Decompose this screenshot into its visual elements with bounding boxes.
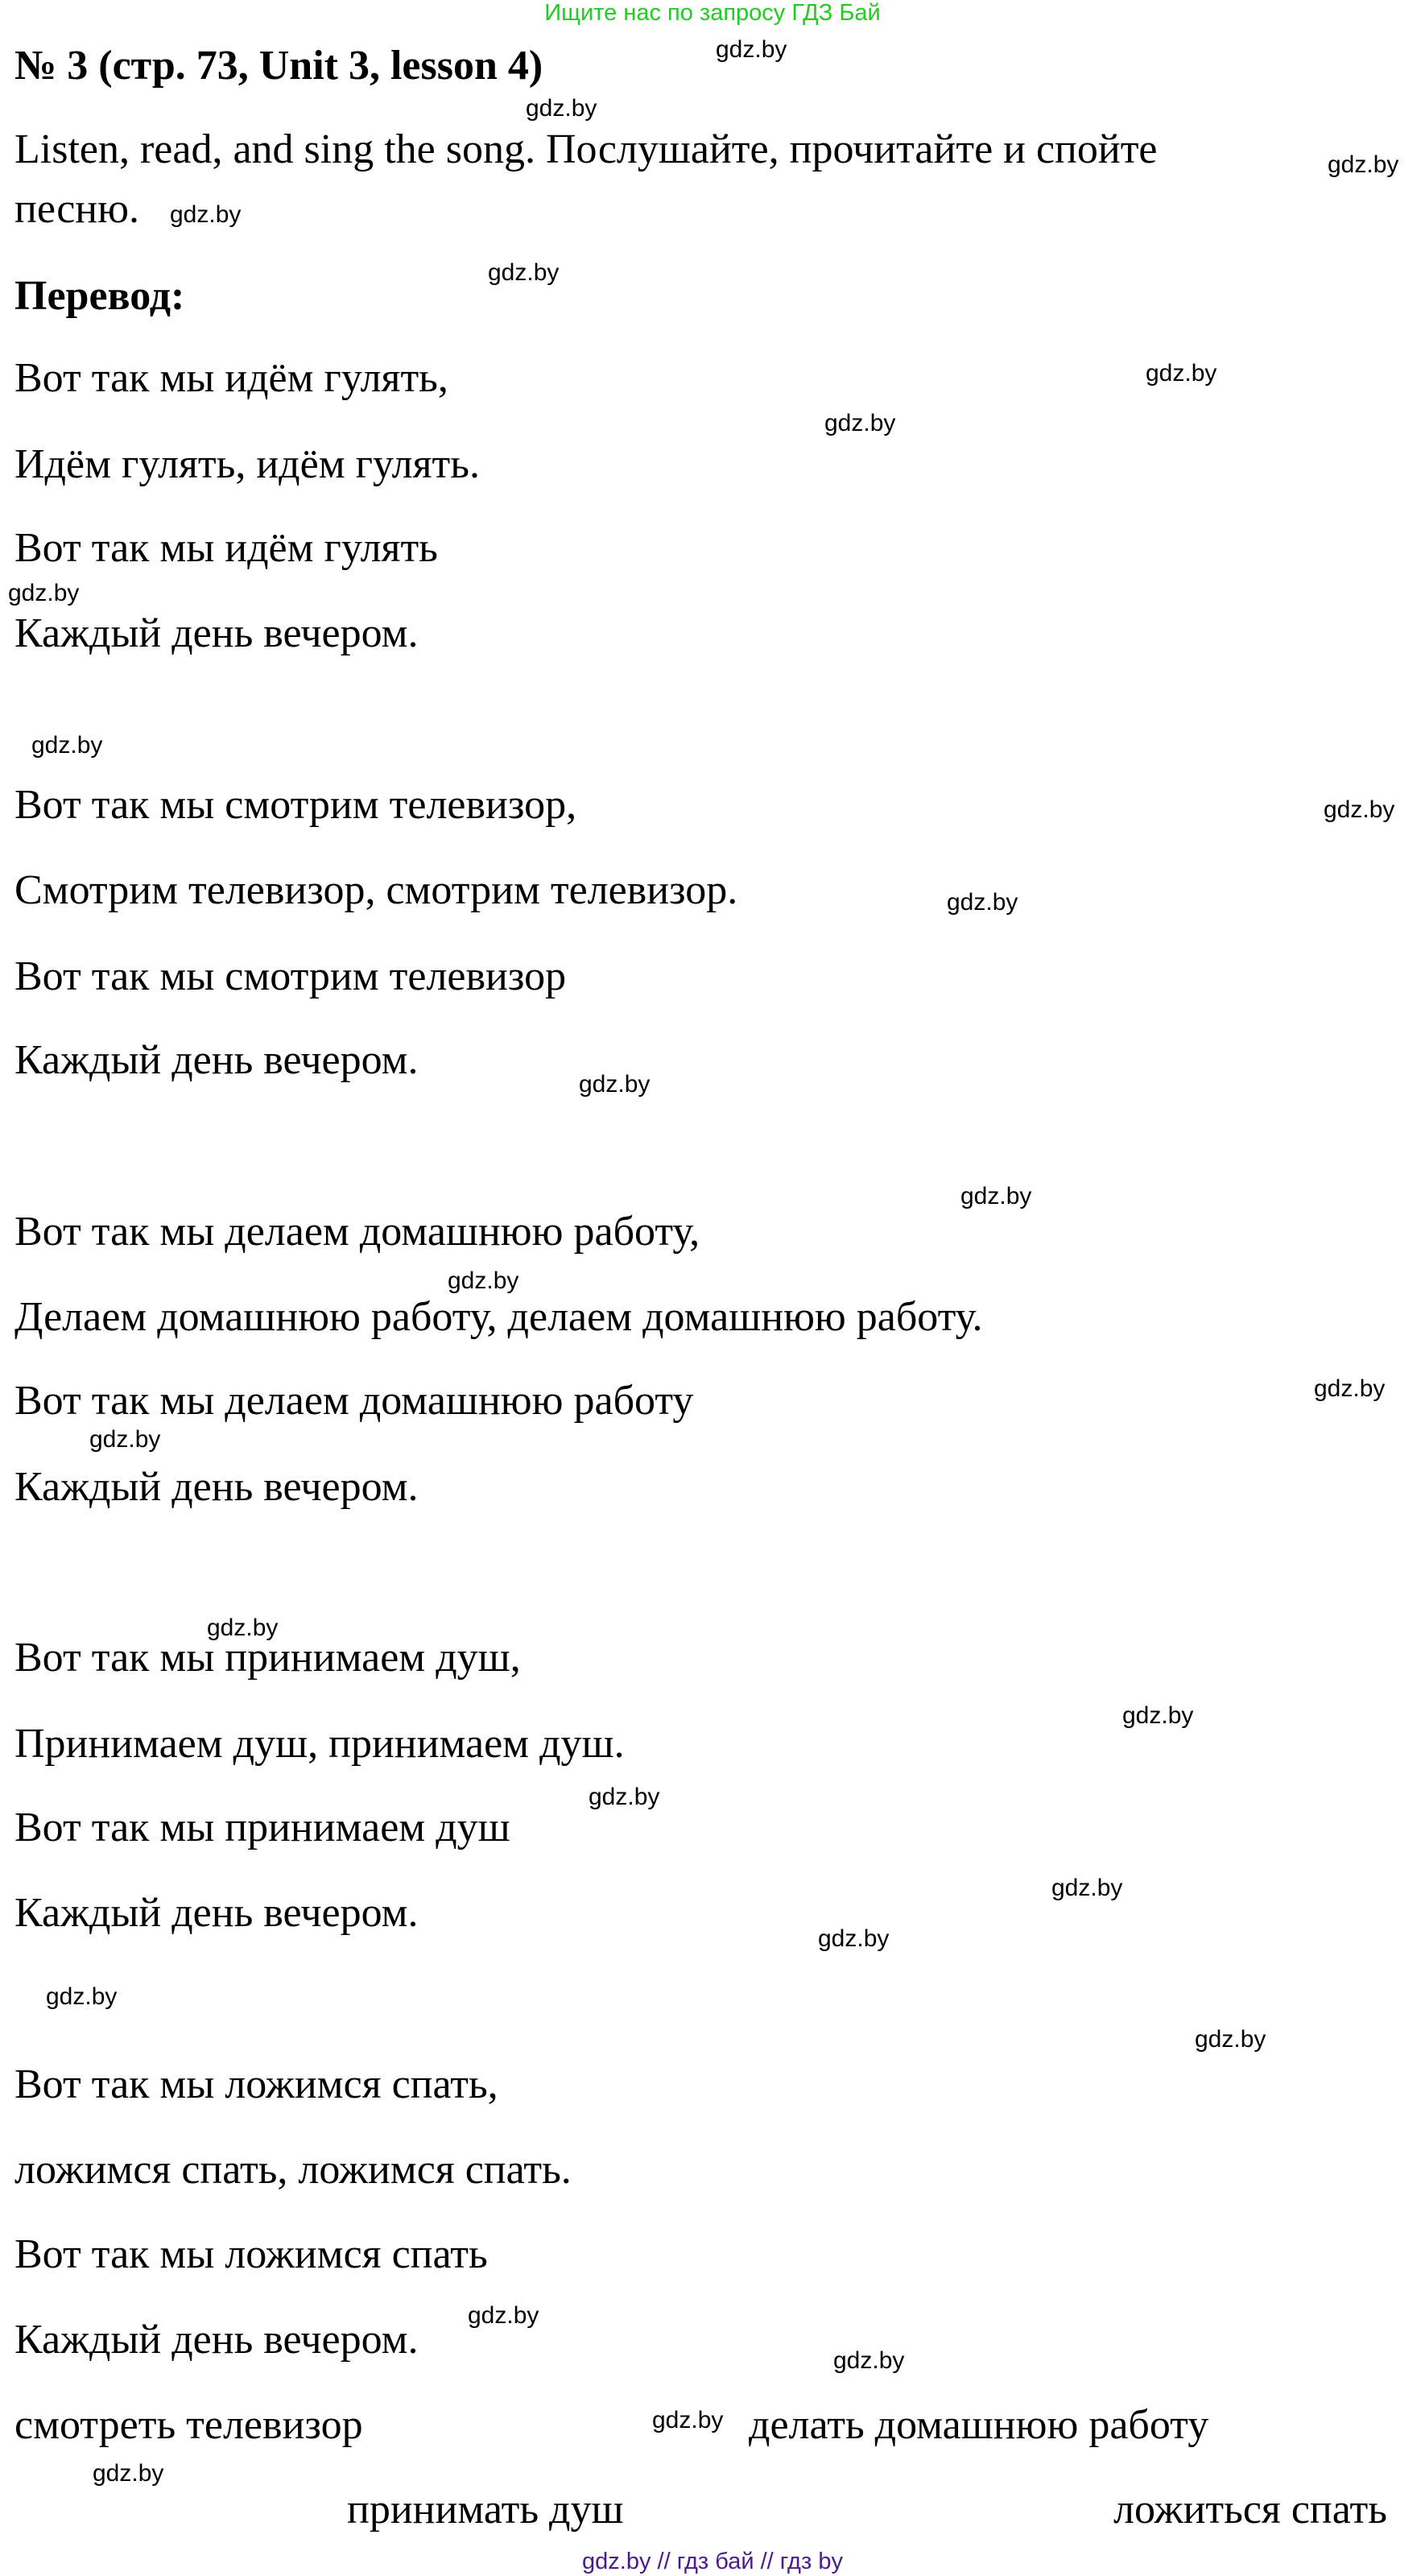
verse-line: Вот так мы ложимся спать — [14, 2231, 488, 2277]
verse-line: Вот так мы смотрим телевизор, — [14, 782, 577, 828]
phrase: делать домашнюю работу — [749, 2402, 1209, 2448]
watermark: gdz.by — [526, 95, 597, 122]
watermark: gdz.by — [947, 889, 1018, 916]
verse-line: Делаем домашнюю работу, делаем домашнюю работу. — [14, 1294, 983, 1340]
watermark: gdz.by — [579, 1071, 651, 1098]
page-title: № 3 (стр. 73, Unit 3, lesson 4) — [14, 43, 543, 89]
verse-line: Вот так мы делаем домашнюю работу — [14, 1378, 694, 1424]
instruction-line-1: Listen, read, and sing the song. Послушайте, прочитайте и спойте — [14, 126, 1158, 172]
watermark: gdz.by — [1051, 1875, 1123, 1901]
watermark: gdz.by — [652, 2407, 724, 2433]
phrase: ложиться спать — [1113, 2487, 1387, 2533]
verse-line: Вот так мы принимаем душ, — [14, 1635, 521, 1681]
verse-line: Вот так мы принимаем душ — [14, 1805, 510, 1850]
watermark: gdz.by — [833, 2347, 905, 2374]
watermark: gdz.by — [1328, 151, 1399, 178]
watermark: gdz.by — [170, 201, 242, 228]
verse-line: Принимаем душ, принимаем душ. — [14, 1721, 625, 1767]
watermark: gdz.by — [468, 2302, 539, 2329]
watermark: gdz.by — [448, 1267, 519, 1294]
verse-line: Каждый день вечером. — [14, 2317, 419, 2363]
watermark: gdz.by — [960, 1183, 1032, 1209]
watermark: gdz.by — [1122, 1702, 1194, 1729]
watermark: gdz.by — [1324, 796, 1395, 823]
verse-line: Каждый день вечером. — [14, 1464, 419, 1510]
verse-line: ложимся спать, ложимся спать. — [14, 2147, 572, 2193]
watermark: gdz.by — [1195, 2026, 1266, 2053]
watermark: gdz.by — [824, 410, 896, 436]
watermark: gdz.by — [488, 259, 560, 286]
verse-line: Вот так мы ложимся спать, — [14, 2061, 498, 2107]
header-banner[interactable]: Ищите нас по запросу ГДЗ Бай — [544, 0, 881, 26]
verse-line: Каждый день вечером. — [14, 1037, 419, 1083]
verse-line: Каждый день вечером. — [14, 1890, 419, 1936]
watermark: gdz.by — [93, 2460, 164, 2487]
verse-line: Вот так мы смотрим телевизор — [14, 953, 567, 999]
watermark: gdz.by — [1314, 1375, 1386, 1402]
phrase: смотреть телевизор — [14, 2402, 363, 2448]
translation-heading: Перевод: — [14, 273, 185, 319]
watermark: gdz.by — [8, 580, 80, 606]
watermark: gdz.by — [46, 1983, 118, 2010]
verse-line: Каждый день вечером. — [14, 610, 419, 656]
phrase: принимать душ — [347, 2487, 624, 2533]
watermark: gdz.by — [207, 1615, 279, 1641]
watermark: gdz.by — [716, 36, 787, 63]
watermark: gdz.by — [89, 1426, 161, 1453]
watermark: gdz.by — [589, 1784, 660, 1810]
verse-line: Смотрим телевизор, смотрим телевизор. — [14, 867, 738, 913]
watermark: gdz.by — [818, 1925, 890, 1952]
verse-line: Вот так мы идём гулять, — [14, 355, 448, 401]
watermark: gdz.by — [1146, 360, 1217, 387]
footer-links[interactable]: gdz.by // гдз бай // гдз by — [582, 2549, 843, 2574]
watermark: gdz.by — [31, 732, 103, 759]
verse-line: Вот так мы делаем домашнюю работу, — [14, 1209, 700, 1255]
verse-line: Вот так мы идём гулять — [14, 525, 438, 571]
instruction-line-2: песню. — [14, 186, 139, 232]
verse-line: Идём гулять, идём гулять. — [14, 441, 480, 487]
